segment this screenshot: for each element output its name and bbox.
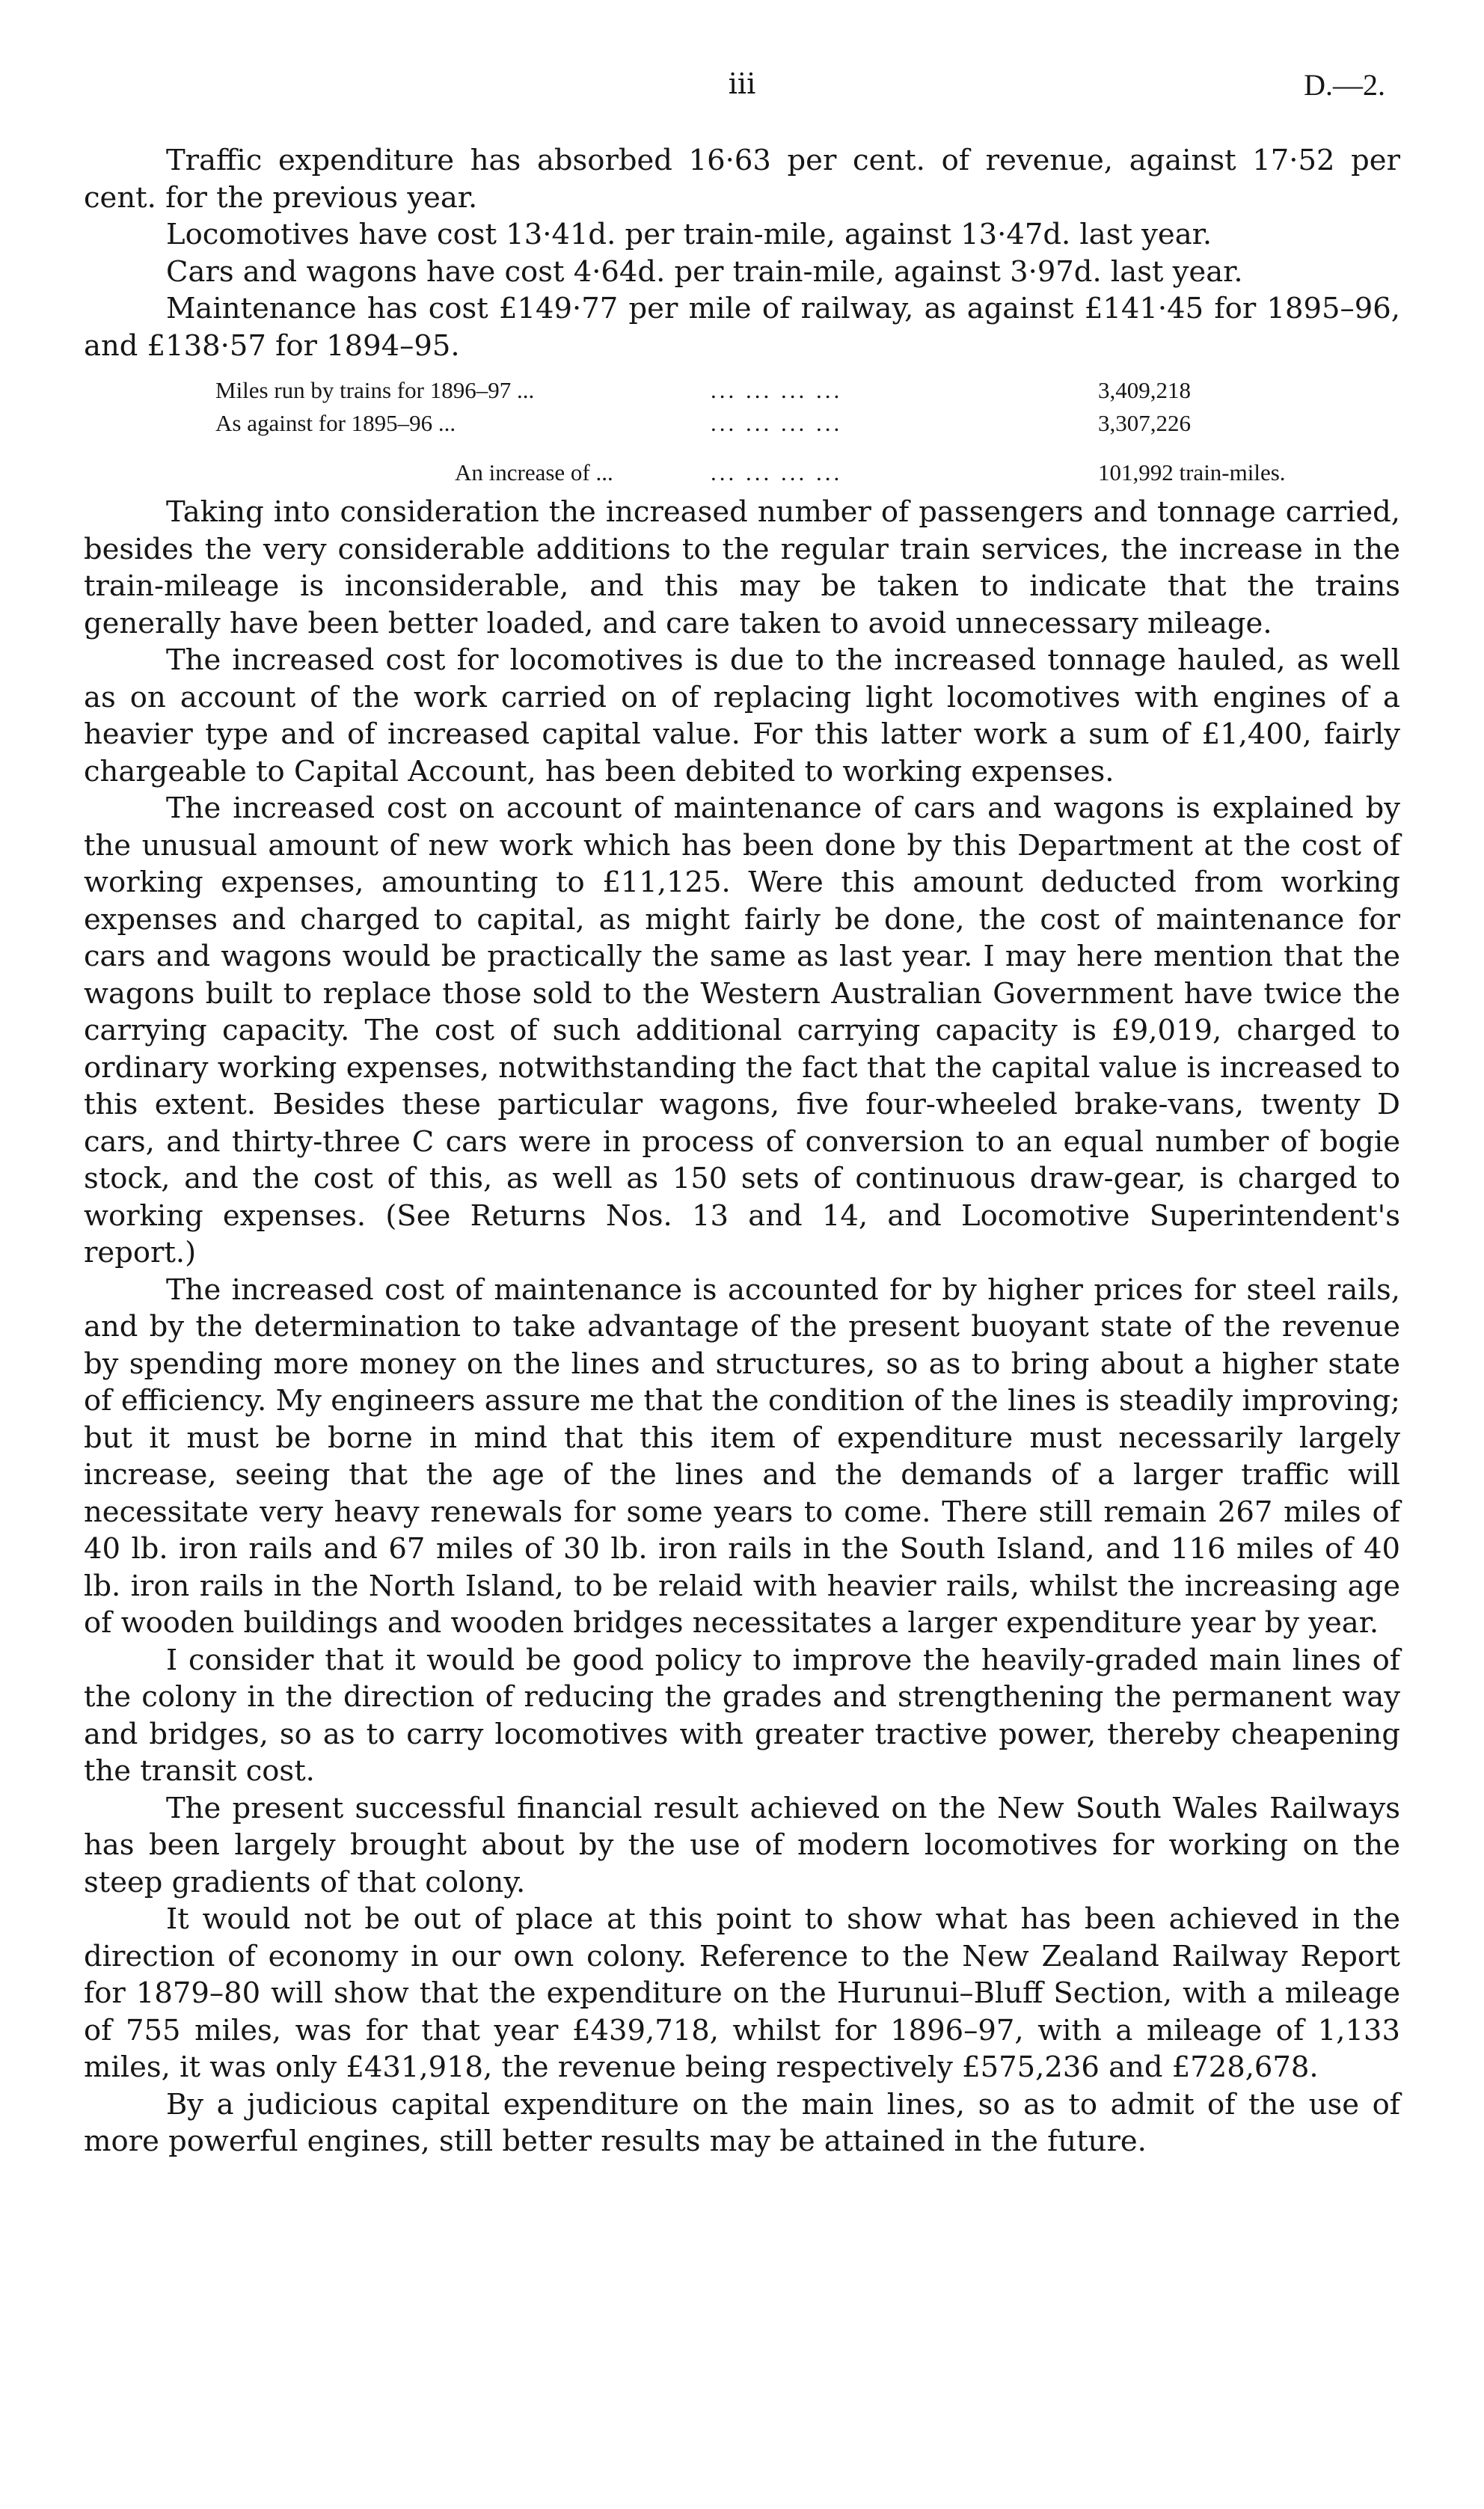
- dot-leader: ... ... ... ...: [711, 459, 843, 485]
- mileage-label: As against for 1895–96 ...: [215, 410, 456, 436]
- paragraph-cars-wagons-maintenance: The increased cost on account of maintenance of cars and wagons is explained by the unusual amount of new work which has been done by this Department at the cost of working expenses, amounting to £11,125. Were this amount deducted from working expenses and charged to capital, as might fairly be done, the cost of maintenance for cars and wagons would be practically the same as last year. I may here mention that the wagons built to replace those sold to the Western Australian Government have twice the carrying capacity. The cost of such additional carrying capacity is £9,019, charged to ordinary working expenses, notwithstanding the fact that the capital value is increased to this extent. Besides these particular wagons, five four-wheeled brake-vans, twenty D cars, and thirty-three C cars were in process of conversion to an equal number of bogie stock, and the cost of this, as well as 150 sets of continuous draw-gear, is charged to working expenses. (See Returns Nos. 13 and 14, and Locomotive Superintendent's report.): [84, 791, 1400, 1269]
- mileage-row-1896-97: [84, 372, 1400, 406]
- mileage-row-1895-96: [84, 405, 1400, 439]
- paragraph-new-south-wales: The present successful financial result achieved on the New South Wales Railways has been largely brought about by the use of modern locomotives for working on the steep gradients of that colony.: [84, 1791, 1400, 1899]
- train-mileage-table: [84, 364, 1400, 494]
- mileage-value: 3,409,218: [1098, 377, 1191, 403]
- page-number: iii: [728, 67, 756, 100]
- paragraph-future-results: By a judicious capital expenditure on the main lines, so as to admit of the use of more powerful engines, still better results may be attained in the future.: [84, 2087, 1400, 2158]
- document-body: [84, 142, 1400, 2160]
- paragraph-economy-comparison: It would not be out of place at this point to show what has been achieved in the direction of economy in our own colony. Reference to the New Zealand Railway Report for 1879–80 will show that the expenditure on the Hurunui–Bluff Section, with a mileage of 755 miles, was for that year £439,718, whilst for 1896–97, with a mileage of 1,133 miles, it was only £431,918, the revenue being respectively £575,236 and £728,678.: [84, 1902, 1400, 2084]
- paragraph-locomotive-increase: The increased cost for locomotives is due to the increased tonnage hauled, as well as on account of the work carried on of replacing light locomotives with engines of a heavier type and of increased capital value. For this latter work a sum of £1,400, fairly chargeable to Capital Account, has been debited to working expenses.: [84, 643, 1400, 788]
- increase-label: An increase of ...: [455, 459, 613, 485]
- document-reference: D.—2.: [1304, 68, 1385, 102]
- paragraph-maintenance-cost: Maintenance has cost £149·77 per mile of railway, as against £141·45 for 1895–96, and £138·57 for 1894–95.: [84, 292, 1400, 363]
- mileage-value: 3,307,226: [1098, 410, 1191, 436]
- paragraph-train-mileage: Taking into consideration the increased number of passengers and tonnage carried, besides the very considerable additions to the regular train services, the increase in the train-mileage is inconsiderable, and this may be taken to indicate that the trains generally have been better loaded, and care taken to avoid unnecessary mileage.: [84, 495, 1400, 640]
- mileage-label: Miles run by trains for 1896–97 ...: [215, 377, 535, 403]
- increase-value: 101,992 train-miles.: [1098, 459, 1286, 485]
- paragraph-grading-policy: I consider that it would be good policy to improve the heavily-graded main lines of the colony in the direction of reducing the grades and strengthening the permanent way and bridges, so as to carry locomotives with greater tractive power, thereby cheapening the transit cost.: [84, 1643, 1400, 1788]
- paragraph-traffic-expenditure: Traffic expenditure has absorbed 16·63 per cent. of revenue, against 17·52 per cent. for the previous year.: [84, 144, 1400, 215]
- dot-leader: ... ... ... ...: [711, 377, 843, 403]
- paragraph-cars-wagons-cost: Cars and wagons have cost 4·64d. per train-mile, against 3·97d. last year.: [166, 254, 1243, 289]
- mileage-increase-row: [84, 454, 1400, 488]
- paragraph-line-maintenance: The increased cost of maintenance is accounted for by higher prices for steel rails, and by the determination to take advantage of the present buoyant state of the revenue by spending more money on the lines and structures, so as to bring about a higher state of efficiency. My engineers assure me that the condition of the lines is steadily improving; but it must be borne in mind that this item of expenditure must necessarily largely increase, seeing that the age of the lines and the demands of a larger traffic will necessitate very heavy renewals for some years to come. There still remain 267 miles of 40 lb. iron rails and 67 miles of 30 lb. iron rails in the South Island, and 116 miles of 40 lb. iron rails in the North Island, to be relaid with heavier rails, whilst the increasing age of wooden buildings and wooden bridges necessitates a larger expenditure year by year.: [84, 1272, 1400, 1640]
- paragraph-locomotive-cost: Locomotives have cost 13·41d. per train-mile, against 13·47d. last year.: [166, 218, 1212, 251]
- dot-leader: ... ... ... ...: [711, 410, 843, 436]
